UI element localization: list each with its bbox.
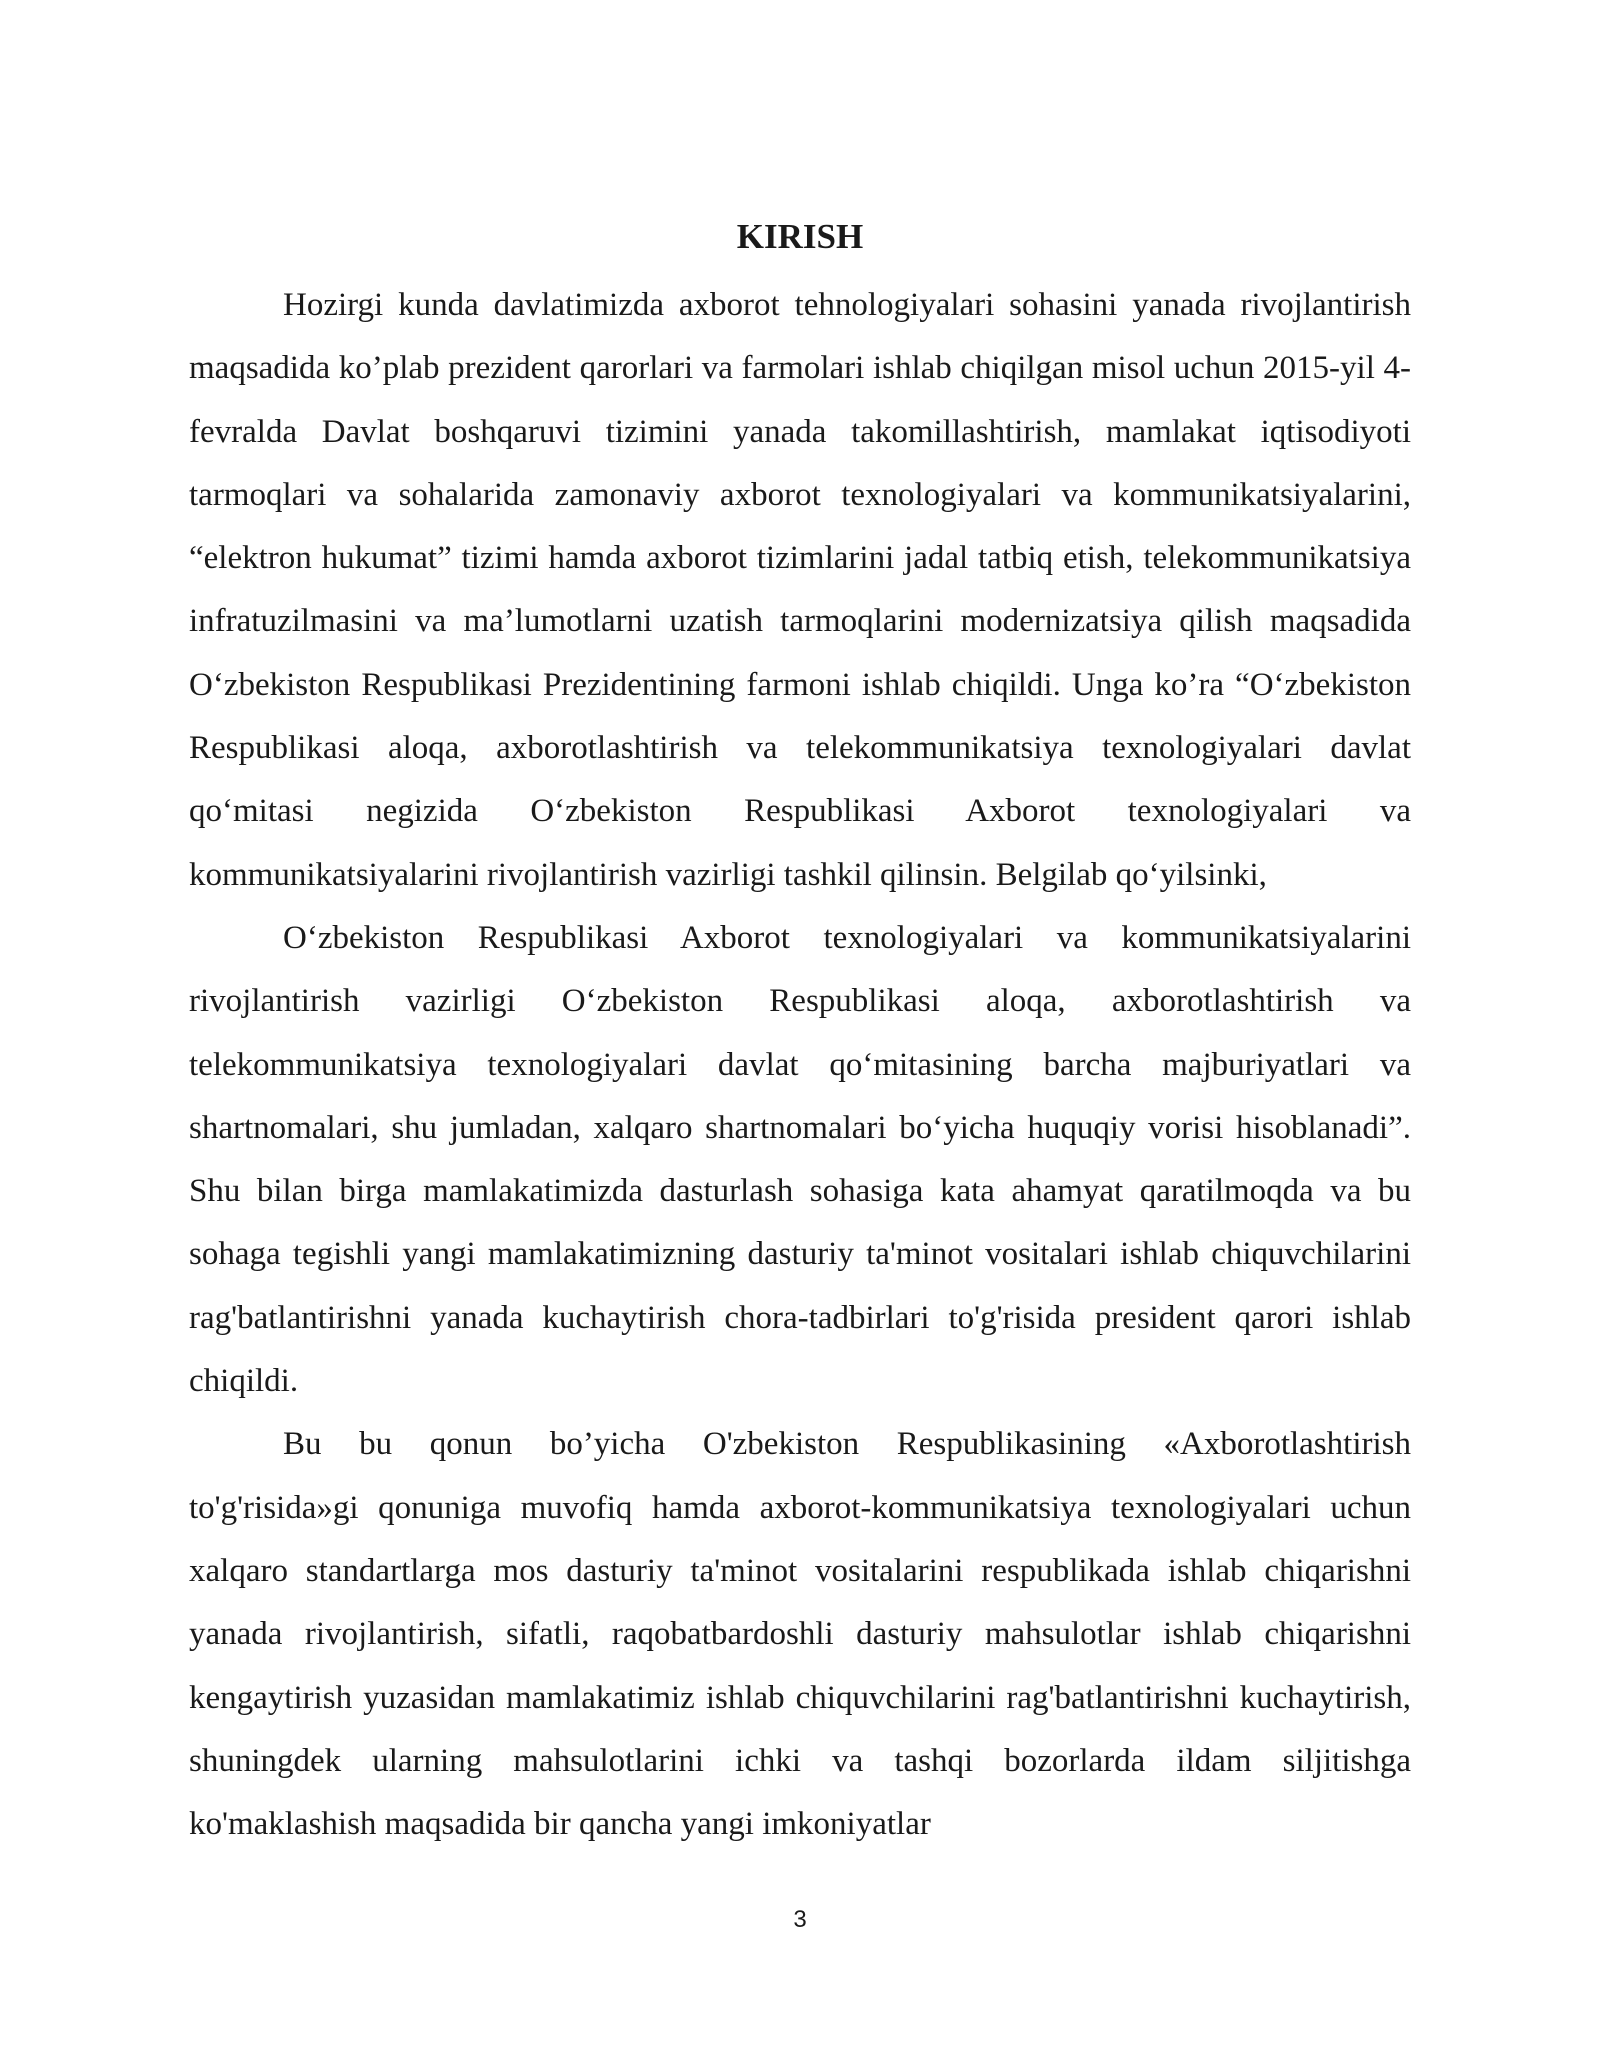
paragraph-2: O‘zbekiston Respublikasi Axborot texnologiyalari va kommunikatsiyalarini rivojlantirish vazirligi O‘zbekiston Respublikasi aloqa, axborotlashtirish va telekommunikatsiya texnologiyalari davlat qo‘mitasining barcha majburiyatlari va shartnomalari, shu jumladan, xalqaro shartnomalari bo‘yicha huquqiy vorisi hisoblanadi”. Shu bilan birga mamlakatimizda dasturlash sohasiga kata ahamyat qaratilmoqda va bu sohaga tegishli yangi mamlakatimizning dasturiy ta'minot vositalari ishlab chiquvchilarini rag'batlantirishni yanada kuchaytirish chora-tadbirlari to'g'risida president qarori ishlab chiqildi. — [189, 919, 1411, 1400]
document-page — [189, 212, 1411, 1856]
page-number: 3 — [793, 1906, 807, 1933]
section-title: KIRISH — [736, 217, 864, 256]
paragraph-3: Bu bu qonun bo’yicha O'zbekiston Respublikasining «Axborotlashtirish to'g'risida»gi qonuniga muvofiq hamda axborot-kommunikatsiya texnologiyalari uchun xalqaro standartlarga mos dasturiy ta'minot vositalarini respublikada ishlab chiqarishni yanada rivojlantirish, sifatli, raqobatbardoshli dasturiy mahsulotlar ishlab chiqarishni kengaytirish yuzasidan mamlakatimiz ishlab chiquvchilarini rag'batlantirishni kuchaytirish, shuningdek ularning mahsulotlarini ichki va tashqi bozorlarda ildam siljitishga ko'maklashish maqsadida bir qancha yangi imkoniyatlar — [189, 1426, 1411, 1843]
paragraph-1: Hozirgi kunda davlatimizda axborot tehnologiyalari sohasini yanada rivojlantirish maqsadida ko’plab prezident qarorlari va farmolari ishlab chiqilgan misol uchun 2015-yil 4-fevralda Davlat boshqaruvi tizimini yanada takomillashtirish, mamlakat iqtisodiyoti tarmoqlari va sohalarida zamonaviy axborot texnologiyalari va kommunikatsiyalarini, “elektron hukumat” tizimi hamda axborot tizimlarini jadal tatbiq etish, telekommunikatsiya infratuzilmasini va ma’lumotlarni uzatish tarmoqlarini modernizatsiya qilish maqsadida O‘zbekiston Respublikasi Prezidentining farmoni ishlab chiqildi. Unga ko’ra “O‘zbekiston Respublikasi aloqa, axborotlashtirish va telekommunikatsiya texnologiyalari davlat qo‘mitasi negizida O‘zbekiston Respublikasi Axborot texnologiyalari va kommunikatsiyalarini rivojlantirish vazirligi tashkil qilinsin. Belgilab qo‘yilsinki, — [189, 287, 1411, 893]
